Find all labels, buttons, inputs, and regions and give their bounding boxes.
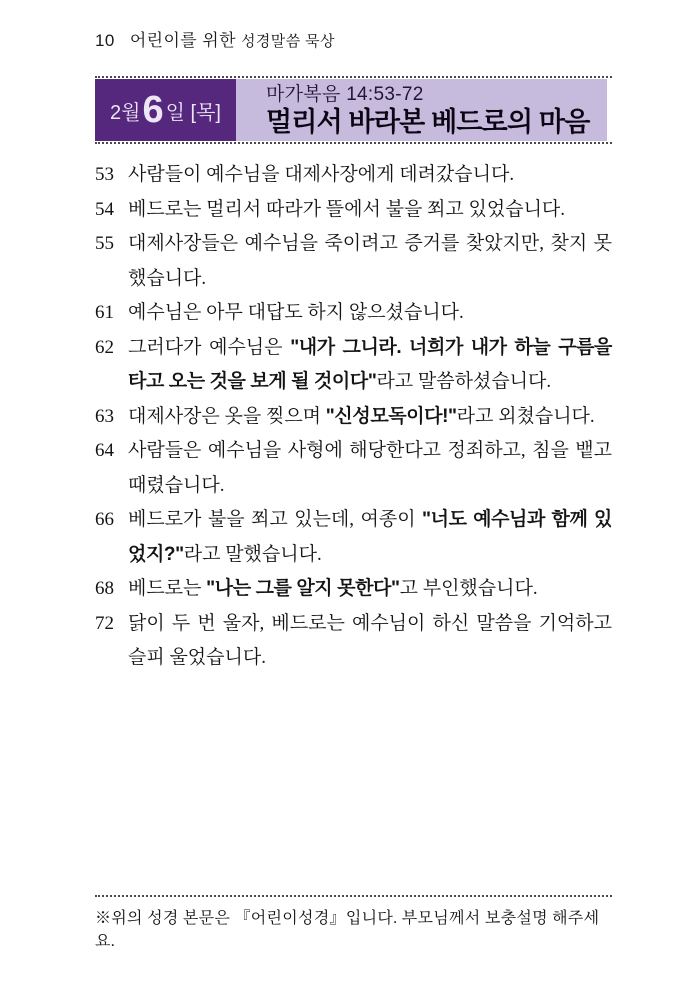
verse-segment: 대제사장은 옷을 찢으며 [128, 405, 326, 427]
verse-row [95, 296, 612, 331]
verse-quote: "신성모독이다!" [325, 405, 457, 427]
verse-number: 72 [95, 612, 114, 634]
verse-segment: 닭이 두 번 울자, 베드로는 예수님이 하신 말씀을 기억하고 슬피 울었습니다. [128, 612, 612, 668]
verse-text [128, 406, 595, 427]
verse-number: 68 [95, 578, 114, 599]
lesson-banner [95, 79, 607, 141]
verse-text [128, 440, 612, 496]
verse-text [128, 164, 514, 185]
verse-row [95, 607, 612, 676]
header-series: 성경말씀 묵상 [241, 33, 335, 50]
verse-quote: "너도 예수님과 함께 있었지?" [128, 509, 612, 565]
banner-title-block [236, 79, 607, 141]
verse-quote: "내가 그니라. 너희가 내가 하늘 구름을 타고 오는 것을 보게 될 것이다" [128, 336, 612, 392]
verse-row [95, 503, 612, 572]
verse-segment: 대제사장들은 예수님을 죽이려고 증거를 찾았지만, 찾지 못했습니다. [128, 233, 612, 289]
scripture-reference: 마가복음 14:53-72 [266, 84, 424, 105]
verse-text [128, 613, 612, 669]
date-day: 6 [142, 89, 164, 131]
dotted-rule-top [95, 76, 612, 78]
header-title: 어린이를 위한 [129, 31, 236, 50]
verse-quote: "나는 그를 알지 못한다" [206, 578, 400, 599]
verse-text [128, 337, 612, 393]
verse-segment: 사람들이 예수님을 대제사장에게 데려갔습니다. [128, 164, 515, 185]
verse-number: 64 [95, 440, 114, 461]
verse-row [95, 331, 612, 400]
date-weekday: 일 [목] [165, 101, 221, 124]
verse-number: 61 [95, 302, 114, 323]
lesson-title: 멀리서 바라본 베드로의 마음 [266, 106, 590, 137]
verse-text [128, 302, 464, 323]
verse-segment: 라고 외쳤습니다. [456, 405, 595, 427]
verse-text [128, 578, 538, 599]
verse-segment: 사람들은 예수님을 사형에 해당한다고 정죄하고, 침을 뱉고 때렸습니다. [128, 440, 612, 496]
running-header [95, 26, 335, 51]
verse-number: 53 [95, 164, 114, 185]
verse-row [95, 193, 612, 228]
verse-number: 54 [95, 198, 114, 220]
verse-row [95, 434, 612, 503]
verse-row [95, 158, 612, 193]
verse-text [128, 509, 612, 565]
verse-row [95, 227, 612, 296]
verse-text [128, 199, 565, 220]
verse-segment: 고 부인했습니다. [399, 578, 538, 599]
dotted-rule-bottom [95, 895, 612, 897]
verse-number: 55 [95, 233, 114, 254]
verse-segment: 예수님은 아무 대답도 하지 않으셨습니다. [128, 302, 464, 323]
verse-segment: 베드로는 [128, 578, 207, 599]
verse-segment: 베드로가 불을 쬐고 있는데, 여종이 [128, 509, 423, 530]
verse-segment: 라고 말씀하셨습니다. [376, 371, 552, 392]
banner-date [95, 79, 236, 141]
verse-row [95, 572, 612, 607]
verse-segment: 그러다가 예수님은 [128, 336, 291, 358]
verse-number: 66 [95, 509, 114, 530]
date-month: 2월 [110, 101, 141, 124]
verse-row [95, 400, 612, 435]
verse-segment: 라고 말했습니다. [183, 543, 322, 565]
page-number: 10 [95, 31, 115, 50]
verse-number: 63 [95, 405, 114, 427]
verse-number: 62 [95, 336, 114, 358]
footnote: ※위의 성경 본문은 『어린이성경』입니다. 부모님께서 보충설명 해주세요. [95, 910, 600, 950]
verse-list [95, 158, 612, 676]
verse-segment: 베드로는 멀리서 따라가 뜰에서 불을 쬐고 있었습니다. [128, 198, 566, 220]
dotted-rule-middle [95, 142, 612, 144]
verse-text [128, 233, 612, 289]
